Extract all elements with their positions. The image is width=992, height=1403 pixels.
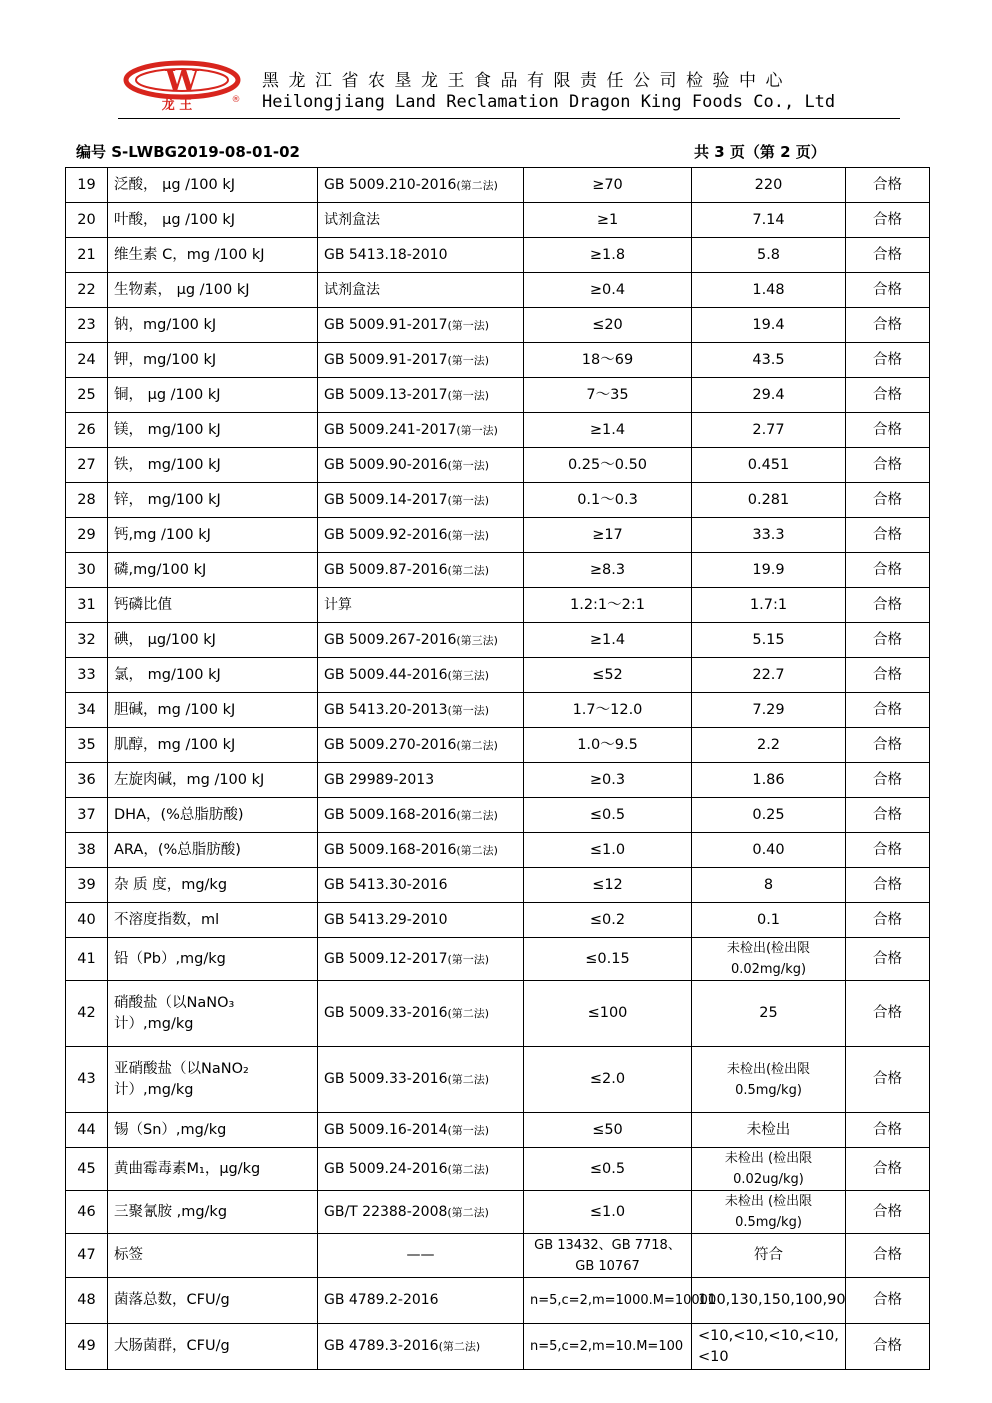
table-row bbox=[66, 553, 930, 588]
cell-conclusion: 合格 bbox=[846, 623, 930, 658]
cell-item: 铁， mg/100 kJ bbox=[108, 448, 318, 483]
cell-method bbox=[318, 378, 524, 413]
cell-result: 5.15 bbox=[692, 623, 846, 658]
method-standard: 试剂盒法 bbox=[324, 281, 380, 298]
table-row bbox=[66, 868, 930, 903]
cell-no: 29 bbox=[66, 518, 108, 553]
cell-item: DHA，(%总脂肪酸) bbox=[108, 798, 318, 833]
cell-result: 未检出 (检出限 0.02ug/kg) bbox=[692, 1148, 846, 1191]
cell-method bbox=[318, 553, 524, 588]
cell-no: 22 bbox=[66, 273, 108, 308]
method-standard: GB 5009.24-2016 bbox=[324, 1160, 448, 1177]
cell-method bbox=[318, 483, 524, 518]
cell-no: 41 bbox=[66, 938, 108, 981]
table-row bbox=[66, 728, 930, 763]
cell-method bbox=[318, 833, 524, 868]
cell-requirement: n=5,c=2,m=1000.M=10000 bbox=[524, 1278, 692, 1324]
cell-requirement: ≥0.4 bbox=[524, 273, 692, 308]
cell-method bbox=[318, 693, 524, 728]
cell-result: 5.8 bbox=[692, 238, 846, 273]
cell-no: 46 bbox=[66, 1191, 108, 1234]
cell-requirement: ≥8.3 bbox=[524, 553, 692, 588]
cell-method bbox=[318, 1324, 524, 1370]
cell-method bbox=[318, 1278, 524, 1324]
cell-conclusion: 合格 bbox=[846, 203, 930, 238]
method-standard: GB 5009.87-2016 bbox=[324, 561, 448, 578]
cell-method bbox=[318, 238, 524, 273]
table-row bbox=[66, 1191, 930, 1234]
table-row bbox=[66, 798, 930, 833]
table-row bbox=[66, 203, 930, 238]
cell-item: 肌醇，mg /100 kJ bbox=[108, 728, 318, 763]
cell-requirement: ≥17 bbox=[524, 518, 692, 553]
company-logo bbox=[120, 58, 245, 112]
cell-requirement: ≤100 bbox=[524, 981, 692, 1047]
cell-result: 8 bbox=[692, 868, 846, 903]
cell-requirement: ≥70 bbox=[524, 168, 692, 203]
cell-requirement: ≥1.4 bbox=[524, 413, 692, 448]
cell-item: 硝酸盐（以NaNO₃ 计）,mg/kg bbox=[108, 981, 318, 1047]
cell-no: 28 bbox=[66, 483, 108, 518]
cell-item: 氯， mg/100 kJ bbox=[108, 658, 318, 693]
method-note: (第二法) bbox=[447, 1007, 490, 1020]
cell-requirement: ≥1.8 bbox=[524, 238, 692, 273]
table-row bbox=[66, 938, 930, 981]
cell-conclusion: 合格 bbox=[846, 168, 930, 203]
cell-item: 锡（Sn）,mg/kg bbox=[108, 1113, 318, 1148]
cell-result: 43.5 bbox=[692, 343, 846, 378]
cell-no: 34 bbox=[66, 693, 108, 728]
cell-result: 22.7 bbox=[692, 658, 846, 693]
cell-item: 磷,mg/100 kJ bbox=[108, 553, 318, 588]
report-number: 编号 S-LWBG2019-08-01-02 bbox=[76, 143, 300, 161]
cell-method bbox=[318, 308, 524, 343]
cell-item: 菌落总数，CFU/g bbox=[108, 1278, 318, 1324]
cell-item: ARA，(%总脂肪酸) bbox=[108, 833, 318, 868]
method-standard: GB 5009.91-2017 bbox=[324, 351, 448, 368]
cell-no: 47 bbox=[66, 1234, 108, 1278]
cell-conclusion: 合格 bbox=[846, 728, 930, 763]
table-row bbox=[66, 518, 930, 553]
method-standard: GB 5009.14-2017 bbox=[324, 491, 448, 508]
cell-conclusion: 合格 bbox=[846, 1113, 930, 1148]
method-standard: GB 5413.30-2016 bbox=[324, 876, 448, 893]
cell-conclusion: 合格 bbox=[846, 273, 930, 308]
cell-result: 0.25 bbox=[692, 798, 846, 833]
method-note: (第三法) bbox=[447, 668, 490, 682]
cell-item: 钾，mg/100 kJ bbox=[108, 343, 318, 378]
cell-no: 48 bbox=[66, 1278, 108, 1324]
table-row bbox=[66, 483, 930, 518]
cell-requirement: ≤0.5 bbox=[524, 1148, 692, 1191]
cell-item: 杂 质 度，mg/kg bbox=[108, 868, 318, 903]
cell-requirement: GB 13432、GB 7718、GB 10767 bbox=[524, 1234, 692, 1278]
cell-no: 24 bbox=[66, 343, 108, 378]
method-standard: GB 5009.33-2016 bbox=[324, 1005, 448, 1021]
cell-method bbox=[318, 1113, 524, 1148]
method-standard: GB 4789.2-2016 bbox=[324, 1292, 439, 1308]
cell-conclusion: 合格 bbox=[846, 1191, 930, 1234]
company-name-en: Heilongjiang Land Reclamation Dragon King Foods Co., Ltd bbox=[262, 92, 836, 112]
cell-method bbox=[318, 203, 524, 238]
table-row bbox=[66, 903, 930, 938]
table-row bbox=[66, 308, 930, 343]
cell-result: <10,<10,<10,<10,<10 bbox=[692, 1324, 846, 1370]
cell-conclusion: 合格 bbox=[846, 938, 930, 981]
cell-no: 19 bbox=[66, 168, 108, 203]
cell-conclusion: 合格 bbox=[846, 1234, 930, 1278]
table-row bbox=[66, 343, 930, 378]
cell-item: 碘， μg/100 kJ bbox=[108, 623, 318, 658]
method-standard: GB 5009.44-2016 bbox=[324, 666, 448, 683]
cell-result: 25 bbox=[692, 981, 846, 1047]
cell-result: 0.281 bbox=[692, 483, 846, 518]
cell-conclusion: 合格 bbox=[846, 868, 930, 903]
method-note: (第二法) bbox=[447, 1162, 490, 1176]
method-standard: GB 5009.267-2016 bbox=[324, 631, 457, 648]
cell-result: 29.4 bbox=[692, 378, 846, 413]
cell-requirement: ≤52 bbox=[524, 658, 692, 693]
cell-conclusion: 合格 bbox=[846, 1148, 930, 1191]
method-standard: 计算 bbox=[324, 596, 352, 613]
table-row bbox=[66, 168, 930, 203]
svg-text:W: W bbox=[165, 64, 199, 99]
method-note: (第一法) bbox=[447, 458, 490, 472]
cell-result: 110,130,150,100,90 bbox=[692, 1278, 846, 1324]
cell-requirement: ≤2.0 bbox=[524, 1047, 692, 1113]
cell-no: 21 bbox=[66, 238, 108, 273]
company-name-cn: 黑龙江省农垦龙王食品有限责任公司检验中心 bbox=[262, 71, 792, 91]
cell-no: 26 bbox=[66, 413, 108, 448]
method-note: (第一法) bbox=[447, 703, 490, 717]
table-row bbox=[66, 238, 930, 273]
method-standard: GB 5009.241-2017 bbox=[324, 421, 457, 438]
cell-result: 1.86 bbox=[692, 763, 846, 798]
cell-no: 36 bbox=[66, 763, 108, 798]
method-note: (第三法) bbox=[456, 633, 498, 647]
cell-conclusion: 合格 bbox=[846, 658, 930, 693]
cell-conclusion: 合格 bbox=[846, 378, 930, 413]
method-note: (第二法) bbox=[447, 1205, 489, 1219]
cell-conclusion: 合格 bbox=[846, 308, 930, 343]
method-note: (第二法) bbox=[456, 808, 498, 822]
cell-no: 37 bbox=[66, 798, 108, 833]
cell-method bbox=[318, 938, 524, 981]
method-note: (第一法) bbox=[447, 1123, 490, 1137]
cell-conclusion: 合格 bbox=[846, 343, 930, 378]
cell-item: 铅（Pb）,mg/kg bbox=[108, 938, 318, 981]
method-note: (第一法) bbox=[447, 353, 490, 367]
results-table bbox=[65, 167, 930, 1370]
table-row bbox=[66, 833, 930, 868]
cell-result: 2.2 bbox=[692, 728, 846, 763]
table-row bbox=[66, 588, 930, 623]
cell-method bbox=[318, 623, 524, 658]
cell-conclusion: 合格 bbox=[846, 833, 930, 868]
cell-method bbox=[318, 903, 524, 938]
cell-item: 泛酸， μg /100 kJ bbox=[108, 168, 318, 203]
page-indicator: 共 3 页（第 2 页） bbox=[694, 143, 826, 161]
method-note: (第一法) bbox=[447, 493, 490, 507]
method-standard: GB 5009.92-2016 bbox=[324, 526, 448, 543]
cell-result: 33.3 bbox=[692, 518, 846, 553]
cell-result: 未检出 bbox=[692, 1113, 846, 1148]
method-standard: GB 5009.168-2016 bbox=[324, 806, 457, 823]
cell-item: 钙,mg /100 kJ bbox=[108, 518, 318, 553]
method-standard: GB 5009.12-2017 bbox=[324, 950, 448, 967]
method-note: (第二法) bbox=[456, 178, 498, 192]
cell-item: 生物素， μg /100 kJ bbox=[108, 273, 318, 308]
method-standard: GB 5009.13-2017 bbox=[324, 386, 448, 403]
cell-conclusion: 合格 bbox=[846, 1047, 930, 1113]
method-standard: GB 29989-2013 bbox=[324, 771, 435, 788]
cell-method bbox=[318, 658, 524, 693]
method-standard: GB 5009.16-2014 bbox=[324, 1121, 448, 1138]
cell-item: 黄曲霉毒素M₁，μg/kg bbox=[108, 1148, 318, 1191]
cell-item: 不溶度指数，ml bbox=[108, 903, 318, 938]
method-standard: GB 5009.90-2016 bbox=[324, 456, 448, 473]
cell-requirement: ≥0.3 bbox=[524, 763, 692, 798]
cell-requirement: ≤12 bbox=[524, 868, 692, 903]
cell-no: 45 bbox=[66, 1148, 108, 1191]
cell-method bbox=[318, 763, 524, 798]
method-note: (第二法) bbox=[447, 563, 490, 577]
cell-item: 钠，mg/100 kJ bbox=[108, 308, 318, 343]
cell-result: 1.48 bbox=[692, 273, 846, 308]
cell-item: 锌， mg/100 kJ bbox=[108, 483, 318, 518]
cell-requirement: 0.1～0.3 bbox=[524, 483, 692, 518]
cell-result: 0.451 bbox=[692, 448, 846, 483]
cell-method bbox=[318, 981, 524, 1047]
svg-text:®: ® bbox=[231, 95, 241, 105]
cell-requirement: n=5,c=2,m=10.M=100 bbox=[524, 1324, 692, 1370]
method-note: (第一法) bbox=[447, 952, 490, 966]
cell-no: 43 bbox=[66, 1047, 108, 1113]
cell-conclusion: 合格 bbox=[846, 483, 930, 518]
cell-item: 胆碱，mg /100 kJ bbox=[108, 693, 318, 728]
method-standard: GB 5413.18-2010 bbox=[324, 246, 448, 263]
cell-no: 31 bbox=[66, 588, 108, 623]
cell-method bbox=[318, 343, 524, 378]
cell-requirement: 18～69 bbox=[524, 343, 692, 378]
cell-requirement: ≤1.0 bbox=[524, 1191, 692, 1234]
table-row bbox=[66, 658, 930, 693]
cell-result: 符合 bbox=[692, 1234, 846, 1278]
cell-method bbox=[318, 168, 524, 203]
cell-conclusion: 合格 bbox=[846, 1324, 930, 1370]
table-row bbox=[66, 448, 930, 483]
cell-conclusion: 合格 bbox=[846, 448, 930, 483]
cell-requirement: ≤20 bbox=[524, 308, 692, 343]
cell-conclusion: 合格 bbox=[846, 763, 930, 798]
method-note: (第二法) bbox=[438, 1340, 481, 1353]
cell-item: 左旋肉碱，mg /100 kJ bbox=[108, 763, 318, 798]
cell-no: 40 bbox=[66, 903, 108, 938]
cell-method bbox=[318, 1047, 524, 1113]
cell-no: 35 bbox=[66, 728, 108, 763]
cell-method bbox=[318, 588, 524, 623]
method-note: (第一法) bbox=[456, 423, 498, 437]
cell-result: 19.9 bbox=[692, 553, 846, 588]
cell-conclusion: 合格 bbox=[846, 518, 930, 553]
cell-item: 钙磷比值 bbox=[108, 588, 318, 623]
header-divider bbox=[118, 118, 900, 119]
cell-conclusion: 合格 bbox=[846, 981, 930, 1047]
cell-conclusion: 合格 bbox=[846, 1278, 930, 1324]
method-standard: GB 5009.270-2016 bbox=[324, 736, 457, 753]
cell-requirement: ≤0.15 bbox=[524, 938, 692, 981]
cell-method bbox=[318, 518, 524, 553]
cell-method bbox=[318, 728, 524, 763]
method-standard: GB 5009.210-2016 bbox=[324, 176, 457, 193]
cell-requirement: ≥1.4 bbox=[524, 623, 692, 658]
cell-no: 33 bbox=[66, 658, 108, 693]
cell-requirement: 7～35 bbox=[524, 378, 692, 413]
method-standard: GB 5413.29-2010 bbox=[324, 911, 448, 928]
method-standard: —— bbox=[406, 1247, 435, 1263]
table-row bbox=[66, 1278, 930, 1324]
cell-item: 维生素 C，mg /100 kJ bbox=[108, 238, 318, 273]
cell-no: 42 bbox=[66, 981, 108, 1047]
cell-no: 32 bbox=[66, 623, 108, 658]
cell-conclusion: 合格 bbox=[846, 413, 930, 448]
table-row bbox=[66, 763, 930, 798]
cell-item: 标签 bbox=[108, 1234, 318, 1278]
table-row bbox=[66, 981, 930, 1047]
cell-conclusion: 合格 bbox=[846, 903, 930, 938]
method-note: (第二法) bbox=[456, 843, 498, 857]
cell-method bbox=[318, 1234, 524, 1278]
cell-item: 亚硝酸盐（以NaNO₂ 计）,mg/kg bbox=[108, 1047, 318, 1113]
cell-conclusion: 合格 bbox=[846, 553, 930, 588]
cell-result: 1.7:1 bbox=[692, 588, 846, 623]
table-row bbox=[66, 1234, 930, 1278]
cell-no: 44 bbox=[66, 1113, 108, 1148]
method-note: (第二法) bbox=[456, 738, 498, 752]
cell-method bbox=[318, 868, 524, 903]
cell-requirement: 1.0～9.5 bbox=[524, 728, 692, 763]
cell-result: 19.4 bbox=[692, 308, 846, 343]
method-note: (第一法) bbox=[447, 388, 490, 402]
cell-item: 叶酸， μg /100 kJ bbox=[108, 203, 318, 238]
method-note: (第一法) bbox=[447, 528, 490, 542]
cell-item: 三聚氰胺 ,mg/kg bbox=[108, 1191, 318, 1234]
cell-no: 27 bbox=[66, 448, 108, 483]
method-standard: GB 4789.3-2016 bbox=[324, 1338, 439, 1354]
cell-item: 大肠菌群，CFU/g bbox=[108, 1324, 318, 1370]
method-standard: GB 5009.91-2017 bbox=[324, 316, 448, 333]
cell-no: 30 bbox=[66, 553, 108, 588]
cell-result: 未检出(检出限 0.02mg/kg) bbox=[692, 938, 846, 981]
cell-result: 未检出 (检出限 0.5mg/kg) bbox=[692, 1191, 846, 1234]
cell-method bbox=[318, 273, 524, 308]
table-row bbox=[66, 378, 930, 413]
method-note: (第二法) bbox=[447, 1073, 490, 1086]
cell-result: 2.77 bbox=[692, 413, 846, 448]
cell-requirement: ≤0.2 bbox=[524, 903, 692, 938]
cell-requirement: 1.7～12.0 bbox=[524, 693, 692, 728]
table-row bbox=[66, 1324, 930, 1370]
table-row bbox=[66, 1148, 930, 1191]
cell-item: 铜， μg /100 kJ bbox=[108, 378, 318, 413]
cell-result: 未检出(检出限 0.5mg/kg) bbox=[692, 1047, 846, 1113]
cell-method bbox=[318, 1191, 524, 1234]
cell-conclusion: 合格 bbox=[846, 588, 930, 623]
cell-requirement: ≤1.0 bbox=[524, 833, 692, 868]
table-row bbox=[66, 693, 930, 728]
cell-no: 20 bbox=[66, 203, 108, 238]
method-standard: GB 5009.168-2016 bbox=[324, 841, 457, 858]
cell-requirement: ≤0.5 bbox=[524, 798, 692, 833]
cell-requirement: 0.25～0.50 bbox=[524, 448, 692, 483]
cell-no: 49 bbox=[66, 1324, 108, 1370]
cell-no: 39 bbox=[66, 868, 108, 903]
cell-no: 38 bbox=[66, 833, 108, 868]
method-standard: GB 5009.33-2016 bbox=[324, 1071, 448, 1087]
cell-result: 220 bbox=[692, 168, 846, 203]
cell-item: 镁， mg/100 kJ bbox=[108, 413, 318, 448]
method-standard: GB/T 22388-2008 bbox=[324, 1203, 448, 1220]
cell-result: 0.1 bbox=[692, 903, 846, 938]
cell-requirement: ≥1 bbox=[524, 203, 692, 238]
cell-result: 7.29 bbox=[692, 693, 846, 728]
cell-method bbox=[318, 1148, 524, 1191]
table-row bbox=[66, 413, 930, 448]
cell-requirement: 1.2:1～2:1 bbox=[524, 588, 692, 623]
cell-method bbox=[318, 413, 524, 448]
cell-requirement: ≤50 bbox=[524, 1113, 692, 1148]
cell-no: 25 bbox=[66, 378, 108, 413]
results-table-body bbox=[66, 168, 930, 1370]
cell-result: 0.40 bbox=[692, 833, 846, 868]
table-row bbox=[66, 1113, 930, 1148]
table-row bbox=[66, 623, 930, 658]
cell-method bbox=[318, 798, 524, 833]
method-note: (第一法) bbox=[447, 318, 490, 332]
method-standard: GB 5413.20-2013 bbox=[324, 701, 448, 718]
cell-result: 7.14 bbox=[692, 203, 846, 238]
table-row bbox=[66, 1047, 930, 1113]
cell-no: 23 bbox=[66, 308, 108, 343]
method-standard: 试剂盒法 bbox=[324, 211, 380, 228]
table-row bbox=[66, 273, 930, 308]
cell-method bbox=[318, 448, 524, 483]
cell-conclusion: 合格 bbox=[846, 238, 930, 273]
svg-text:龙 王: 龙 王 bbox=[161, 98, 193, 113]
cell-conclusion: 合格 bbox=[846, 798, 930, 833]
cell-conclusion: 合格 bbox=[846, 693, 930, 728]
